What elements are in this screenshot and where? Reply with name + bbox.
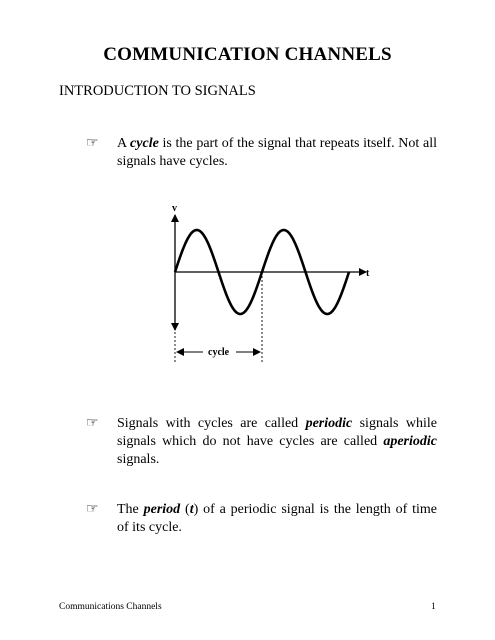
text-run: is the part of the signal that repeats itself. Not all signals have cycles. [117,136,437,169]
footer-doc-title: Communications Channels [59,602,162,612]
text-run: Signals with cycles are called [117,416,306,431]
bullet-periodic-aperiodic [117,415,437,469]
key-term: periodic [305,416,353,431]
bullet-period-definition [117,501,437,537]
key-term: cycle [130,136,159,151]
cycle-label: cycle [208,347,230,358]
key-term: aperiodic [383,434,437,449]
x-axis-label: t [366,268,370,279]
key-term: period [143,502,181,517]
text-run: A [117,136,131,151]
text-run: ) of a periodic signal is the length of time of its cycle. [117,502,437,535]
page-title: COMMUNICATION CHANNELS [103,44,392,65]
text-run: ( [180,502,190,517]
section-heading: INTRODUCTION TO SIGNALS [59,83,256,99]
text-run: signals while signals which do not have cycles are called [117,416,437,449]
page-number: 1 [431,602,436,612]
pointing-hand-icon: ☞ [86,416,99,431]
y-axis-label: v [172,203,177,214]
text-run: The [117,502,144,517]
pointing-hand-icon: ☞ [86,502,99,517]
key-term: t [189,502,194,517]
text-run: signals. [117,452,160,467]
pointing-hand-icon: ☞ [86,136,99,151]
